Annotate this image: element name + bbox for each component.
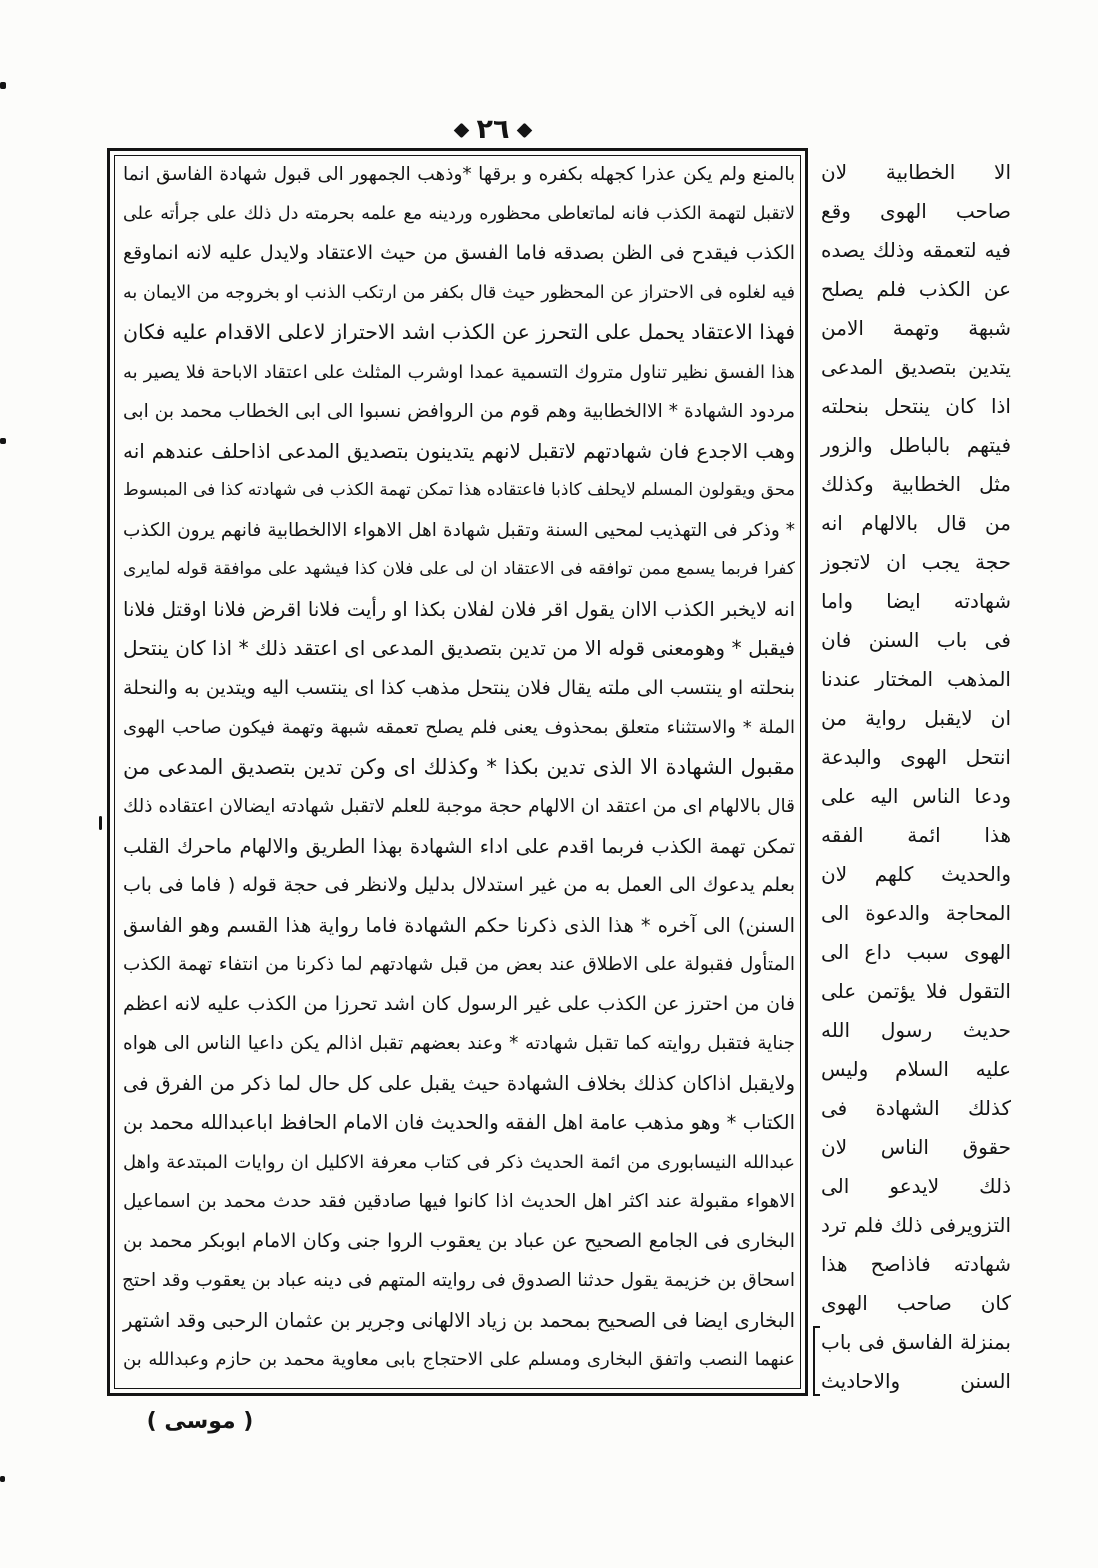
margin-note-line: التقول فلا يؤتمن على <box>821 979 1011 1003</box>
margin-note-line: ان لايقبل رواية من <box>821 706 1011 730</box>
margin-note-column <box>819 153 1011 1401</box>
scan-mark <box>0 82 6 89</box>
main-text-line: مردود الشهادة * الاالخطابية وهم قوم من الروافض نسبوا الى ابى الخطاب محمد بن ابى <box>123 401 795 422</box>
margin-note-line: شهادته ايضا واما <box>821 589 1011 613</box>
main-text-line: اسحاق بن خزيمة يقول حدثنا الصدوق فى روايته المتهم فى دينه عباد بن يعقوب وقد احتج <box>122 1270 795 1291</box>
main-text-line: انه لايخبر الكذب الاان يقول اقر فلان لفلان بكذا او رأيت فلانا اقرض فلانا اوقتل فلانا <box>123 597 795 621</box>
main-text-line: جناية فتقبل روايته كما تقبل شهادته * وعند بعضهم تقبل اذالم يكن داعيا الناس الى هواه <box>123 1033 795 1054</box>
margin-note-line: صاحب الهوى وقع <box>821 199 1011 223</box>
ornament-icon <box>453 122 469 138</box>
main-text-line: فيه لغلوه فى الاحتراز عن المحظور حيث قال بكفر من ارتكب الذنب او بخروجه من الايمان به <box>123 282 795 303</box>
main-text-line: فان من احترز عن الكذب على غير الرسول كان اشد تحرزا من الكذب عليه لانه اعظم <box>123 992 795 1015</box>
margin-note-line: المذهب المختار عندنا <box>821 667 1011 691</box>
main-text-line: فيقبل * وهومعنى قوله الا من تدين بتصديق المدعى اى اعتقد ذلك * اذا كان ينتحل <box>123 636 795 660</box>
margin-note-line: التزويرفى ذلك فلم ترد <box>821 1213 1011 1237</box>
margin-note-line: انتحل الهوى والبدعة <box>821 745 1011 769</box>
margin-note-line: شبهة وتهمة الامن <box>821 316 1011 340</box>
main-text-line: قال بالالهام اى من اعتقد ان الالهام حجة موجبة للعلم لاتقبل شهادته ايضالان اعتقاده ذلك <box>123 796 795 817</box>
ornament-icon <box>517 122 533 138</box>
margin-note-line: المحاجة والدعوة الى <box>821 901 1011 925</box>
margin-note-line: مثل الخطابية وكذلك <box>821 472 1011 496</box>
main-text-line: الاهواء مقبولة عند اكثر اهل الحديث اذا كانوا فيها صادقين فقد حدث محمد بن اسماعيل <box>123 1191 795 1212</box>
margin-note-line: كان صاحب الهوى <box>821 1291 1011 1315</box>
main-text-line: المتأول فقبولة على الاطلاق عند بعض من قبل شهادتهم لما ذكرنا من انتفاء تهمة الكذب <box>123 954 795 975</box>
margin-bracket-ornament <box>813 1326 820 1396</box>
main-text-line: الملة * والاستثناء متعلق بمحذوف يعنى فلم يصلح تعمقه شبهة وتهمة فيكون صاحب الهوى <box>123 717 795 738</box>
main-text-line: بالمنع ولم يكن عذرا كجهله بكفره و برقها *وذهب الجمهور الى قبول شهادة الفاسق انما <box>123 164 795 185</box>
margin-note-line: اذا كان ينتحل بنحلته <box>821 394 1011 418</box>
margin-note-line: من قال بالالهام انه <box>821 511 1011 535</box>
main-text-line: مقبول الشهادة الا الذى تدين بكذا * وكذلك اى وكن تدين بتصديق المدعى من <box>123 754 795 779</box>
main-text-line: البخارى فى الجامع الصحيح عن عباد بن يعقوب الروا جنى وكان الامام ابوبكر محمد بن <box>123 1229 795 1252</box>
main-text-line: عبدالله النيسابورى من ائمة الحديث ذكر فى كتاب معرفة الاكليل ان روايات المبتدعة واهل <box>123 1151 795 1173</box>
main-text-line: البخارى ايضا فى الصحيح بمحمد بن زياد الالهانى وجرير بن عثمان الرحبى وقد اشتهر <box>123 1308 795 1332</box>
margin-note-line: فيه لتعمقه وذلك يصده <box>821 238 1011 262</box>
main-text-line: الكذب فيقدح فى الظن بصدقه فاما الفسق من حيث الاعتقاد ولايدل عليه لانه انماوقع <box>123 242 795 264</box>
main-text-line: السنن) الى آخره * هذا الذى ذكرنا حكم الشهادة فاما رواية هذا القسم وهو الفاسق <box>123 913 795 937</box>
main-text-line: وهب الاجدع فان شهادتهم لاتقبل لانهم يتدينون بتصديق المدعى اذاحلف عندهم انه <box>123 438 795 463</box>
margin-note-line: حجة يجب ان لاتجوز <box>821 550 1011 574</box>
margin-note-line: حديث رسول الله <box>821 1018 1011 1042</box>
main-text-line: فهذا الاعتقاد يحمل على التحرز عن الكذب اشد الاحتراز لاعلى الاقدام عليه فكان <box>123 320 795 344</box>
margin-note-line: عليه السلام وليس <box>821 1057 1011 1081</box>
margin-note-line: هذا ائمة الفقه <box>821 823 1011 847</box>
page-number-text: ٢٦ <box>476 114 510 145</box>
margin-note-line: كذلك الشهادة فى <box>821 1096 1011 1120</box>
main-text-block <box>121 155 795 1380</box>
main-text-line: كفرا فربما يسمع ممن توافقه فى الاعتقاد ان لى على فلان كذا فيشهد على موافقة قوله لمايرى <box>123 559 795 579</box>
margin-note-line: ذلك لايدعو الى <box>821 1174 1011 1198</box>
margin-note-line: شهادته فاذاصح هذا <box>821 1252 1011 1276</box>
main-text-line: هذا الفسق نظير تناول متروك التسمية عمدا اوشرب المثلث على اعتقاد الاباحة فلا يصير به <box>123 361 795 383</box>
scan-mark <box>0 1476 5 1482</box>
margin-note-line: السنن والاحاديث <box>821 1369 1011 1393</box>
main-text-line: الكتاب * وهو مذهب عامة اهل الفقه والحديث فان الامام الحافظ اباعبدالله محمد بن <box>123 1111 795 1134</box>
margin-note-line: بمنزلة الفاسق فى باب <box>821 1330 1011 1354</box>
margin-note-line: الهوى سبب داع الى <box>821 940 1011 964</box>
margin-note-line: فى باب السنن فان <box>821 628 1011 652</box>
main-text-line: محق ويقولون المسلم لايحلف كاذبا فاعتقاده هذا تمكن تهمة الكذب فى شهادته كذا فى المبسوط <box>123 480 795 500</box>
main-text-line: لاتقبل لتهمة الكذب فانه لماتعاطى محظوره وردينه مع علمه بحرمته دل ذلك على جرأته على <box>123 203 795 224</box>
scan-mark <box>99 816 102 830</box>
margin-note-line: الا الخطابية لان <box>821 160 1011 184</box>
margin-note-line: والحديث كلهم لان <box>821 862 1011 886</box>
page-number <box>438 110 548 150</box>
margin-note-line: فيتهم بالباطل والزور <box>821 433 1011 457</box>
main-text-line: ولايقبل اذاكان كذلك بخلاف الشهادة حيث يقبل على كل حال لما ذكر من الفرق فى <box>123 1071 795 1095</box>
scan-mark <box>0 438 6 444</box>
margin-note-line: يتدين بتصديق المدعى <box>821 355 1011 379</box>
margin-note-line: عن الكذب فلم يصلح <box>821 277 1011 301</box>
main-text-line: بعلم يدعوك الى العمل به من غير استدلال بدليل ولانظر فى حجة قوله ( فاما فى باب <box>123 874 795 896</box>
margin-note-line: حقوق الناس لان <box>821 1135 1011 1159</box>
main-text-line: تمكن تهمة الكذب فربما اقدم على اداء الشهادة بهذا الطريق والالهام ماحرك القلب <box>123 834 795 858</box>
margin-note-line: ودعا الناس اليه على <box>821 784 1011 808</box>
catchword: ( موسى ) <box>146 1409 254 1434</box>
main-text-line: * وذكر فى التهذيب لمحيى السنة وتقبل شهادة اهل الاهواء الاالخطابية فانهم يرون الكذب <box>123 519 795 541</box>
main-text-line: عنهما النصب واتفق البخارى ومسلم على الاحتجاج بابى معاوية محمد بن حازم وعبدالله بن <box>123 1349 795 1370</box>
main-text-line: بنحلته او ينتسب الى ملته يقال فلان ينتحل مذهب كذا اى ينتسب اليه ويتدين به والنحلة <box>123 676 795 699</box>
